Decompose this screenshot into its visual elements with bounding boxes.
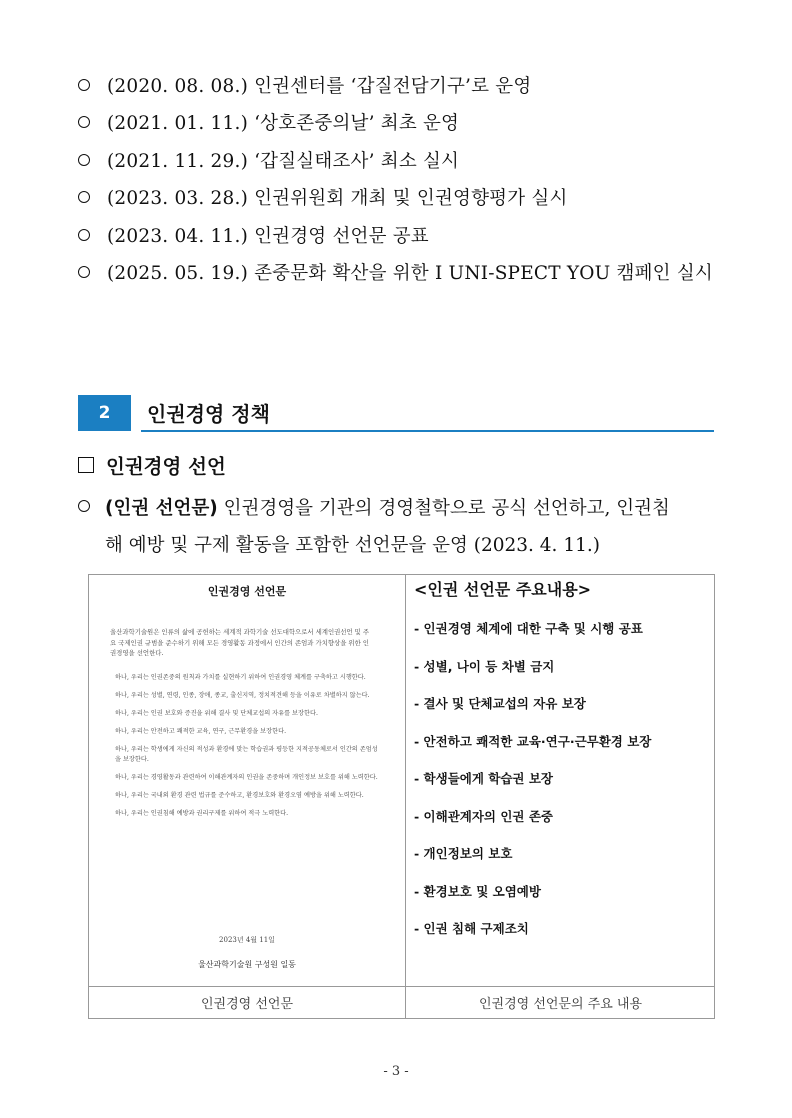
doc-pledge: 하나, 우리는 국내외 환경 관련 법규를 준수하고, 환경보호와 환경오염 예방을 위해 노력한다. [115,791,364,799]
declaration-paragraph [78,490,718,564]
summary-item: - 성별, 나이 등 차별 금지 [414,658,555,674]
circle-bullet-icon [78,266,90,278]
doc-date: 2023년 4월 11일 [219,936,275,944]
section-number-badge: 2 [78,395,131,431]
summary-item: - 개인정보의 보호 [414,846,513,861]
square-bullet-icon [78,457,94,473]
history-bullet [78,141,713,179]
history-bullet-text: (2021. 01. 11.) ‘상호존중의날’ 최초 운영 [107,113,460,135]
doc-signature: 울산과학기술원 구성원 일동 [198,960,296,969]
subheading-text: 인권경영 선언 [106,455,226,478]
history-bullet-text: (2020. 08. 08.) 인권센터를 ‘갑질전담기구’로 운영 [107,75,532,97]
section-underline [141,430,714,432]
declaration-document-image [89,575,405,986]
history-bullet-text: (2023. 03. 28.) 인권위원회 개최 및 인권영향평가 실시 [107,188,568,210]
circle-bullet-icon [78,500,90,512]
summary-title: <인권 선언문 주요내용> [414,580,592,599]
caption-left: 인권경영 선언문 [200,997,294,1012]
summary-item: - 환경보호 및 오염예방 [414,883,541,899]
history-bullet [78,216,713,254]
summary-item: - 이해관계자의 인권 존중 [414,808,553,824]
summary-item: - 인권경영 체계에 대한 구축 및 시행 공표 [414,621,643,636]
doc-pledge: 하나, 우리는 인권존중의 원칙과 가치를 실현하기 위하여 인권경영 체계를 구축하고 시행한다. [115,674,366,681]
doc-pledge: 하나, 우리는 학생에게 자신의 적성과 환경에 맞는 학습권과 평등한 지적공동체로서 인간의 존엄성을 보장한다. [115,745,378,764]
circle-bullet-icon [78,79,90,91]
caption-right: 인권경영 선언문의 주요 내용 [478,997,643,1012]
paragraph-lead: (인권 선언문) [105,498,218,519]
history-bullet [78,66,713,104]
paragraph-text: 인권경영을 기관의 경영철학으로 공식 선언하고, 인권침 [217,498,670,519]
doc-pledge: 하나, 우리는 경영활동과 관련하여 이해관계자의 인권을 존중하며 개인정보 보호를 위해 노력한다. [115,773,378,781]
doc-pledge-list [115,673,383,827]
summary-item: - 학생들에게 학습권 보장 [414,771,553,786]
subheading [78,451,226,479]
doc-pledge: 하나, 우리는 성별, 연령, 인종, 장애, 종교, 출신지역, 정치적견해 등을 이유로 차별하지 않는다. [115,691,370,699]
declaration-table [88,574,715,1019]
doc-pledge: 하나, 우리는 인권침해 예방과 권리구제를 위하여 적극 노력한다. [115,809,289,817]
circle-bullet-icon [78,116,90,128]
summary-item: - 결사 및 단체교섭의 자유 보장 [414,696,586,711]
paragraph-line-1 [78,490,718,527]
history-bullet-list [78,66,713,291]
section-header [78,395,714,433]
doc-pledge: 하나, 우리는 인권 보호와 증진을 위해 결사 및 단체교섭의 자유를 보장한다. [115,709,318,717]
history-bullet-text: (2025. 05. 19.) 존중문화 확산을 위한 I UNI-SPECT YOU 캠페인 실시 [107,263,713,285]
doc-intro: 울산과학기술원은 인류의 삶에 공헌하는 세계적 과학기술 선도대학으로서 세계인권선언 및 주요 국제인권 규범을 준수하기 위해 모든 경영활동 과정에서 인간의 존엄과 가치향상을 위한 인권경영을 선언한다. [110,628,370,657]
section-title: 인권경영 정책 [147,402,270,426]
doc-title: 인권경영 선언문 [207,585,287,598]
doc-pledge: 하나, 우리는 안전하고 쾌적한 교육, 연구, 근무환경을 보장한다. [115,727,287,735]
history-bullet [78,254,713,292]
history-bullet [78,179,713,217]
history-bullet-text: (2021. 11. 29.) ‘갑질실태조사’ 최소 실시 [107,150,460,172]
table-vertical-divider [405,575,406,1019]
history-bullet [78,104,713,142]
paragraph-line-2: 해 예방 및 구제 활동을 포함한 선언문을 운영 (2023. 4. 11.) [105,535,600,556]
summary-item: - 안전하고 쾌적한 교육·연구·근무환경 보장 [414,733,652,749]
summary-list [414,619,651,957]
page-number: - 3 - [383,1064,409,1079]
circle-bullet-icon [78,191,90,203]
summary-item: - 인권 침해 구제조치 [414,921,529,936]
history-bullet-text: (2023. 04. 11.) 인권경영 선언문 공표 [107,225,429,247]
circle-bullet-icon [78,229,90,241]
circle-bullet-icon [78,154,90,166]
